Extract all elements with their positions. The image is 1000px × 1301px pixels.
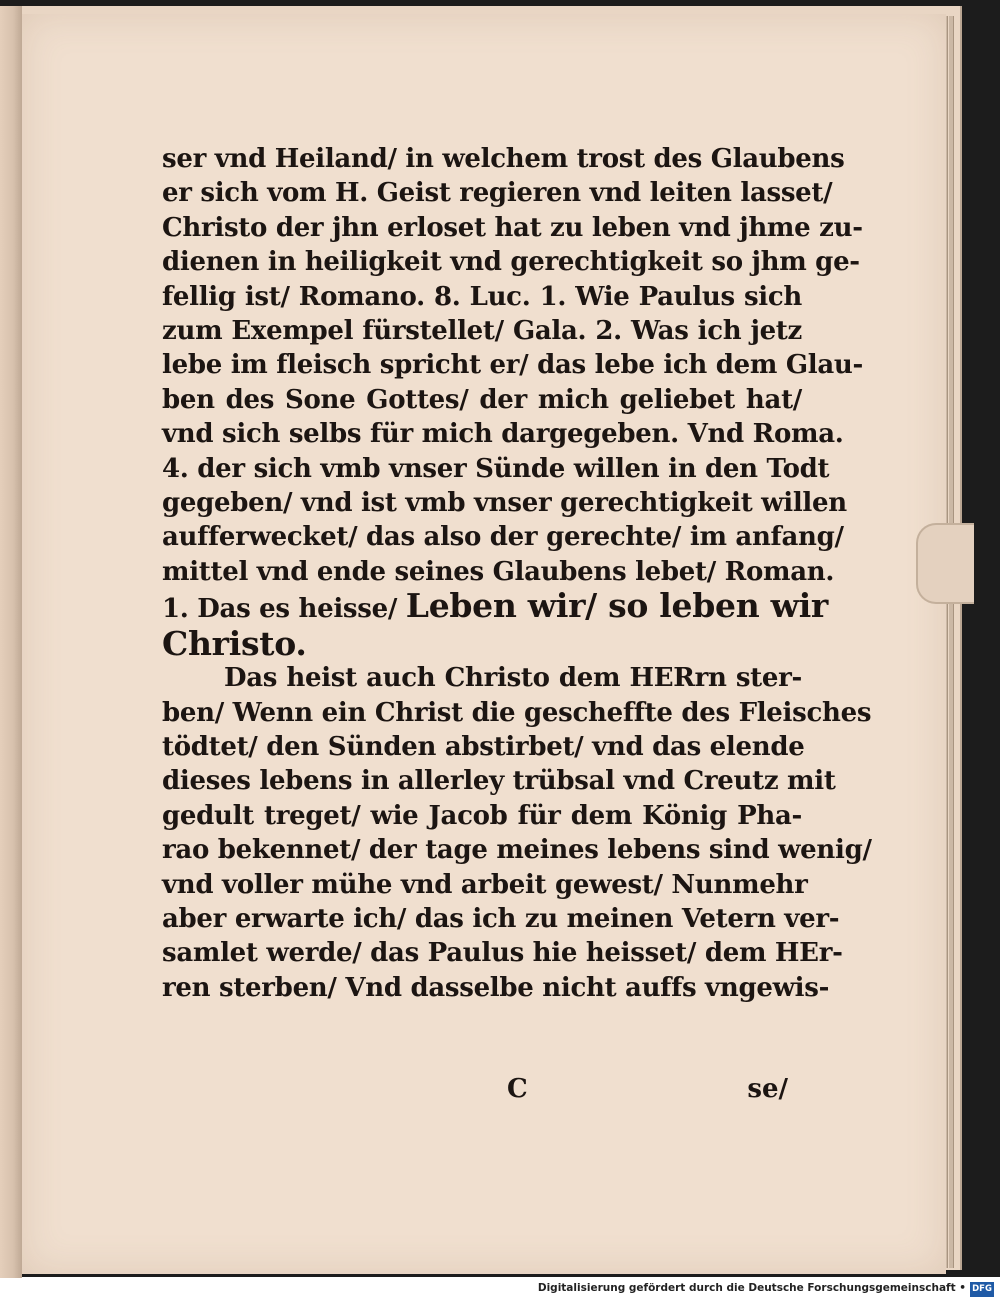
paragraph-2-line: dieses lebens in allerley trübsal vnd Creutz mit <box>162 766 836 797</box>
text-line: lebe im fleisch spricht er/ das lebe ich dem Glau- <box>162 350 863 381</box>
page-text <box>162 142 872 1005</box>
paragraph-2-line: gedult treget/ wie Jacob für dem König Pha- <box>162 800 802 831</box>
paragraph-2-line: Das heist auch Christo dem HERrn ster- <box>224 663 802 694</box>
line-prefix: 1. Das es heisse/ <box>162 594 406 625</box>
paragraph-2-line: rao bekennet/ der tage meines lebens sind wenig/ <box>162 835 872 866</box>
text-line: Christo der jhn erloset hat zu leben vnd jhme zu- <box>162 212 863 243</box>
text-line: aufferwecket/ das also der gerechte/ im anfang/ <box>162 522 844 553</box>
page-edge <box>949 16 954 1268</box>
text-line: ben des Sone Gottes/ der mich geliebet hat/ <box>162 384 802 415</box>
paragraph-2-line: ben/ Wenn ein Christ die gescheffte des Fleisches <box>162 697 872 728</box>
emphasized-quote-end: Christo. <box>162 623 307 663</box>
paragraph-2-line: aber erwarte ich/ das ich zu meinen Vetern ver- <box>162 903 840 934</box>
dfg-logo: DFG <box>970 1282 994 1297</box>
paragraph-2-line: samlet werde/ das Paulus hie heisset/ dem HEr- <box>162 938 843 969</box>
paragraph-2-line: vnd voller mühe vnd arbeit gewest/ Nunmehr <box>162 869 808 900</box>
text-line: zum Exempel fürstellet/ Gala. 2. Was ich jetz <box>162 316 802 347</box>
text-line: er sich vom H. Geist regieren vnd leiten lasset/ <box>162 178 833 209</box>
funding-credit: Digitalisierung gefördert durch die Deutsche Forschungsgemeinschaft • <box>537 1282 966 1294</box>
text-line: ser vnd Heiland/ in welchem trost des Glaubens <box>162 144 845 174</box>
text-line: vnd sich selbs für mich dargegeben. Vnd Roma. <box>162 419 844 450</box>
text-line: 4. der sich vmb vnser Sünde willen in den Todt <box>162 453 830 484</box>
text-line: fellig ist/ Romano. 8. Luc. 1. Wie Paulus sich <box>162 281 802 312</box>
page-stack <box>0 6 962 1270</box>
text-line-emphasis <box>162 586 829 626</box>
text-line: gegeben/ vnd ist vmb vnser gerechtigkeit willen <box>162 488 847 519</box>
text-line: dienen in heiligkeit vnd gerechtigkeit so jhm ge- <box>162 247 860 278</box>
paragraph-2-line: tödtet/ den Sünden abstirbet/ vnd das elende <box>162 731 805 762</box>
emphasized-quote: Leben wir/ so leben wir <box>405 586 829 626</box>
text-line: mittel vnd ende seines Glaubens lebet/ Roman. <box>162 556 835 587</box>
signature-mark: C <box>507 1074 528 1104</box>
page-tab <box>916 523 974 604</box>
paragraph-2-line: ren sterben/ Vnd dasselbe nicht auffs vngewis- <box>162 972 830 1003</box>
binding-gutter <box>0 6 22 1278</box>
book-page <box>22 14 946 1274</box>
catchword: se/ <box>747 1074 788 1104</box>
page-footer <box>162 1074 788 1108</box>
